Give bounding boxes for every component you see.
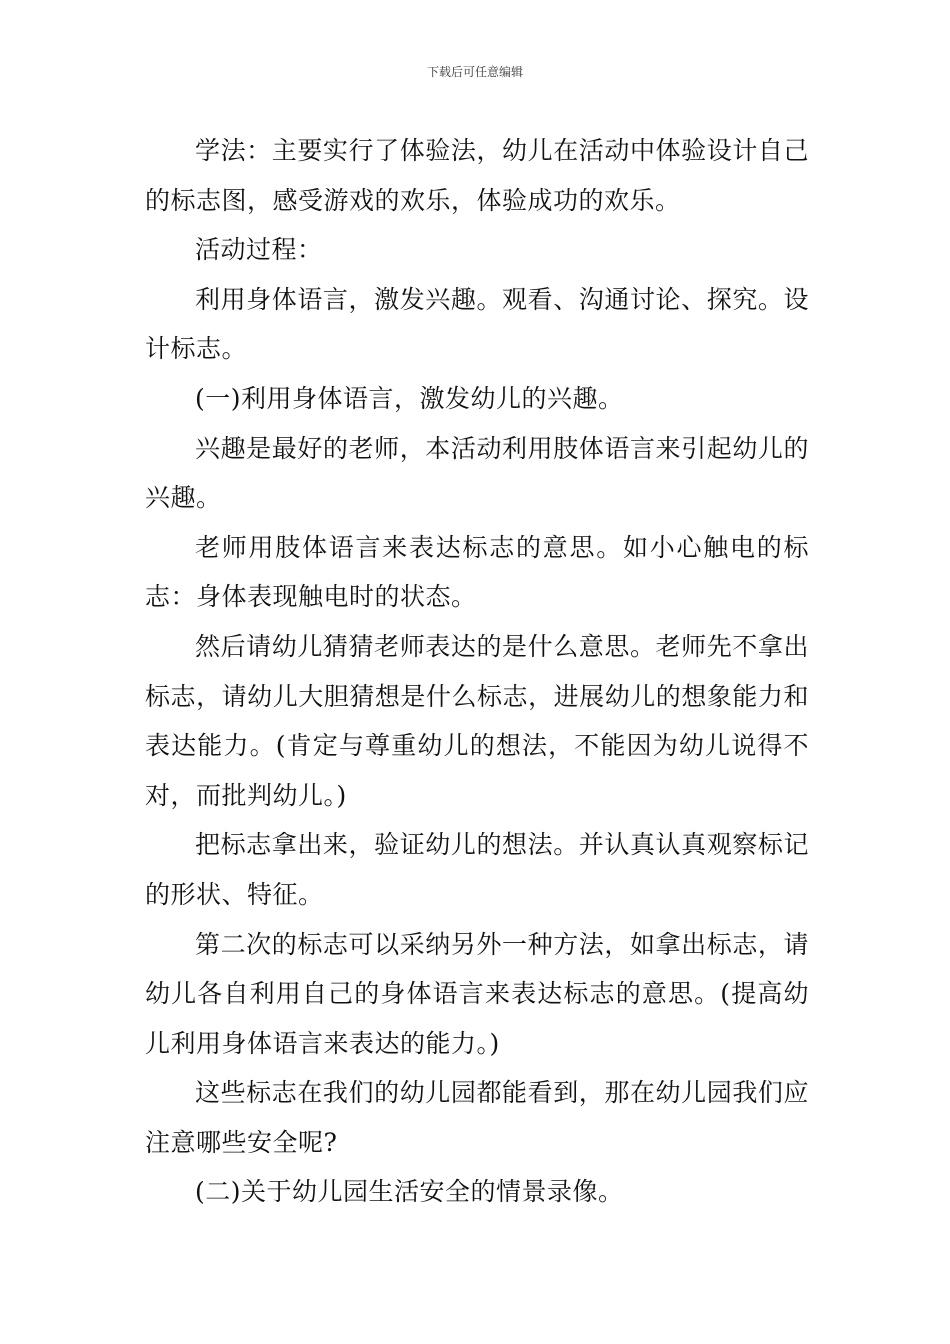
paragraph-section-one-heading: (一)利用身体语言，激发幼儿的兴趣。 (195, 383, 624, 413)
paragraph-kindergarten-safety: 这些标志在我们的幼儿园都能看到，那在幼儿园我们应注意哪些安全呢? (145, 1078, 809, 1157)
paragraph-show-sign: 把标志拿出来，验证幼儿的想法。并认真认真观察标记的形状、特征。 (145, 830, 809, 909)
paragraph-teacher-body-language: 老师用肢体语言来表达标志的意思。如小心触电的标志：身体表现触电时的状态。 (145, 532, 809, 612)
document-body (145, 126, 809, 1217)
paragraph-learning-method: 学法：主要实行了体验法，幼儿在活动中体验设计自己的标志图，感受游戏的欢乐，体验成功的欢乐。 (145, 136, 809, 215)
page-header: 下载后可任意编辑 (426, 65, 523, 79)
paragraph-interest-teacher: 兴趣是最好的老师，本活动利用肢体语言来引起幼儿的兴趣。 (145, 433, 809, 513)
paragraph-children-guess: 然后请幼儿猜猜老师表达的是什么意思。老师先不拿出标志，请幼儿大胆猜想是什么标志，进展幼儿的想象能力和表达能力。(肯定与尊重幼儿的想法，不能因为幼儿说得不对，而批判幼儿。) (145, 631, 809, 810)
paragraph-second-sign: 第二次的标志可以采纳另外一种方法，如拿出标志，请幼儿各自利用自己的身体语言来表达标志的意思。(提高幼儿利用身体语言来表达的能力。) (145, 929, 809, 1058)
paragraph-activity-steps: 利用身体语言，激发兴趣。观看、沟通讨论、探究。设计标志。 (145, 284, 809, 364)
paragraph-section-two-heading: (二)关于幼儿园生活安全的情景录像。 (195, 1177, 624, 1207)
paragraph-activity-process-heading: 活动过程： (195, 235, 323, 265)
